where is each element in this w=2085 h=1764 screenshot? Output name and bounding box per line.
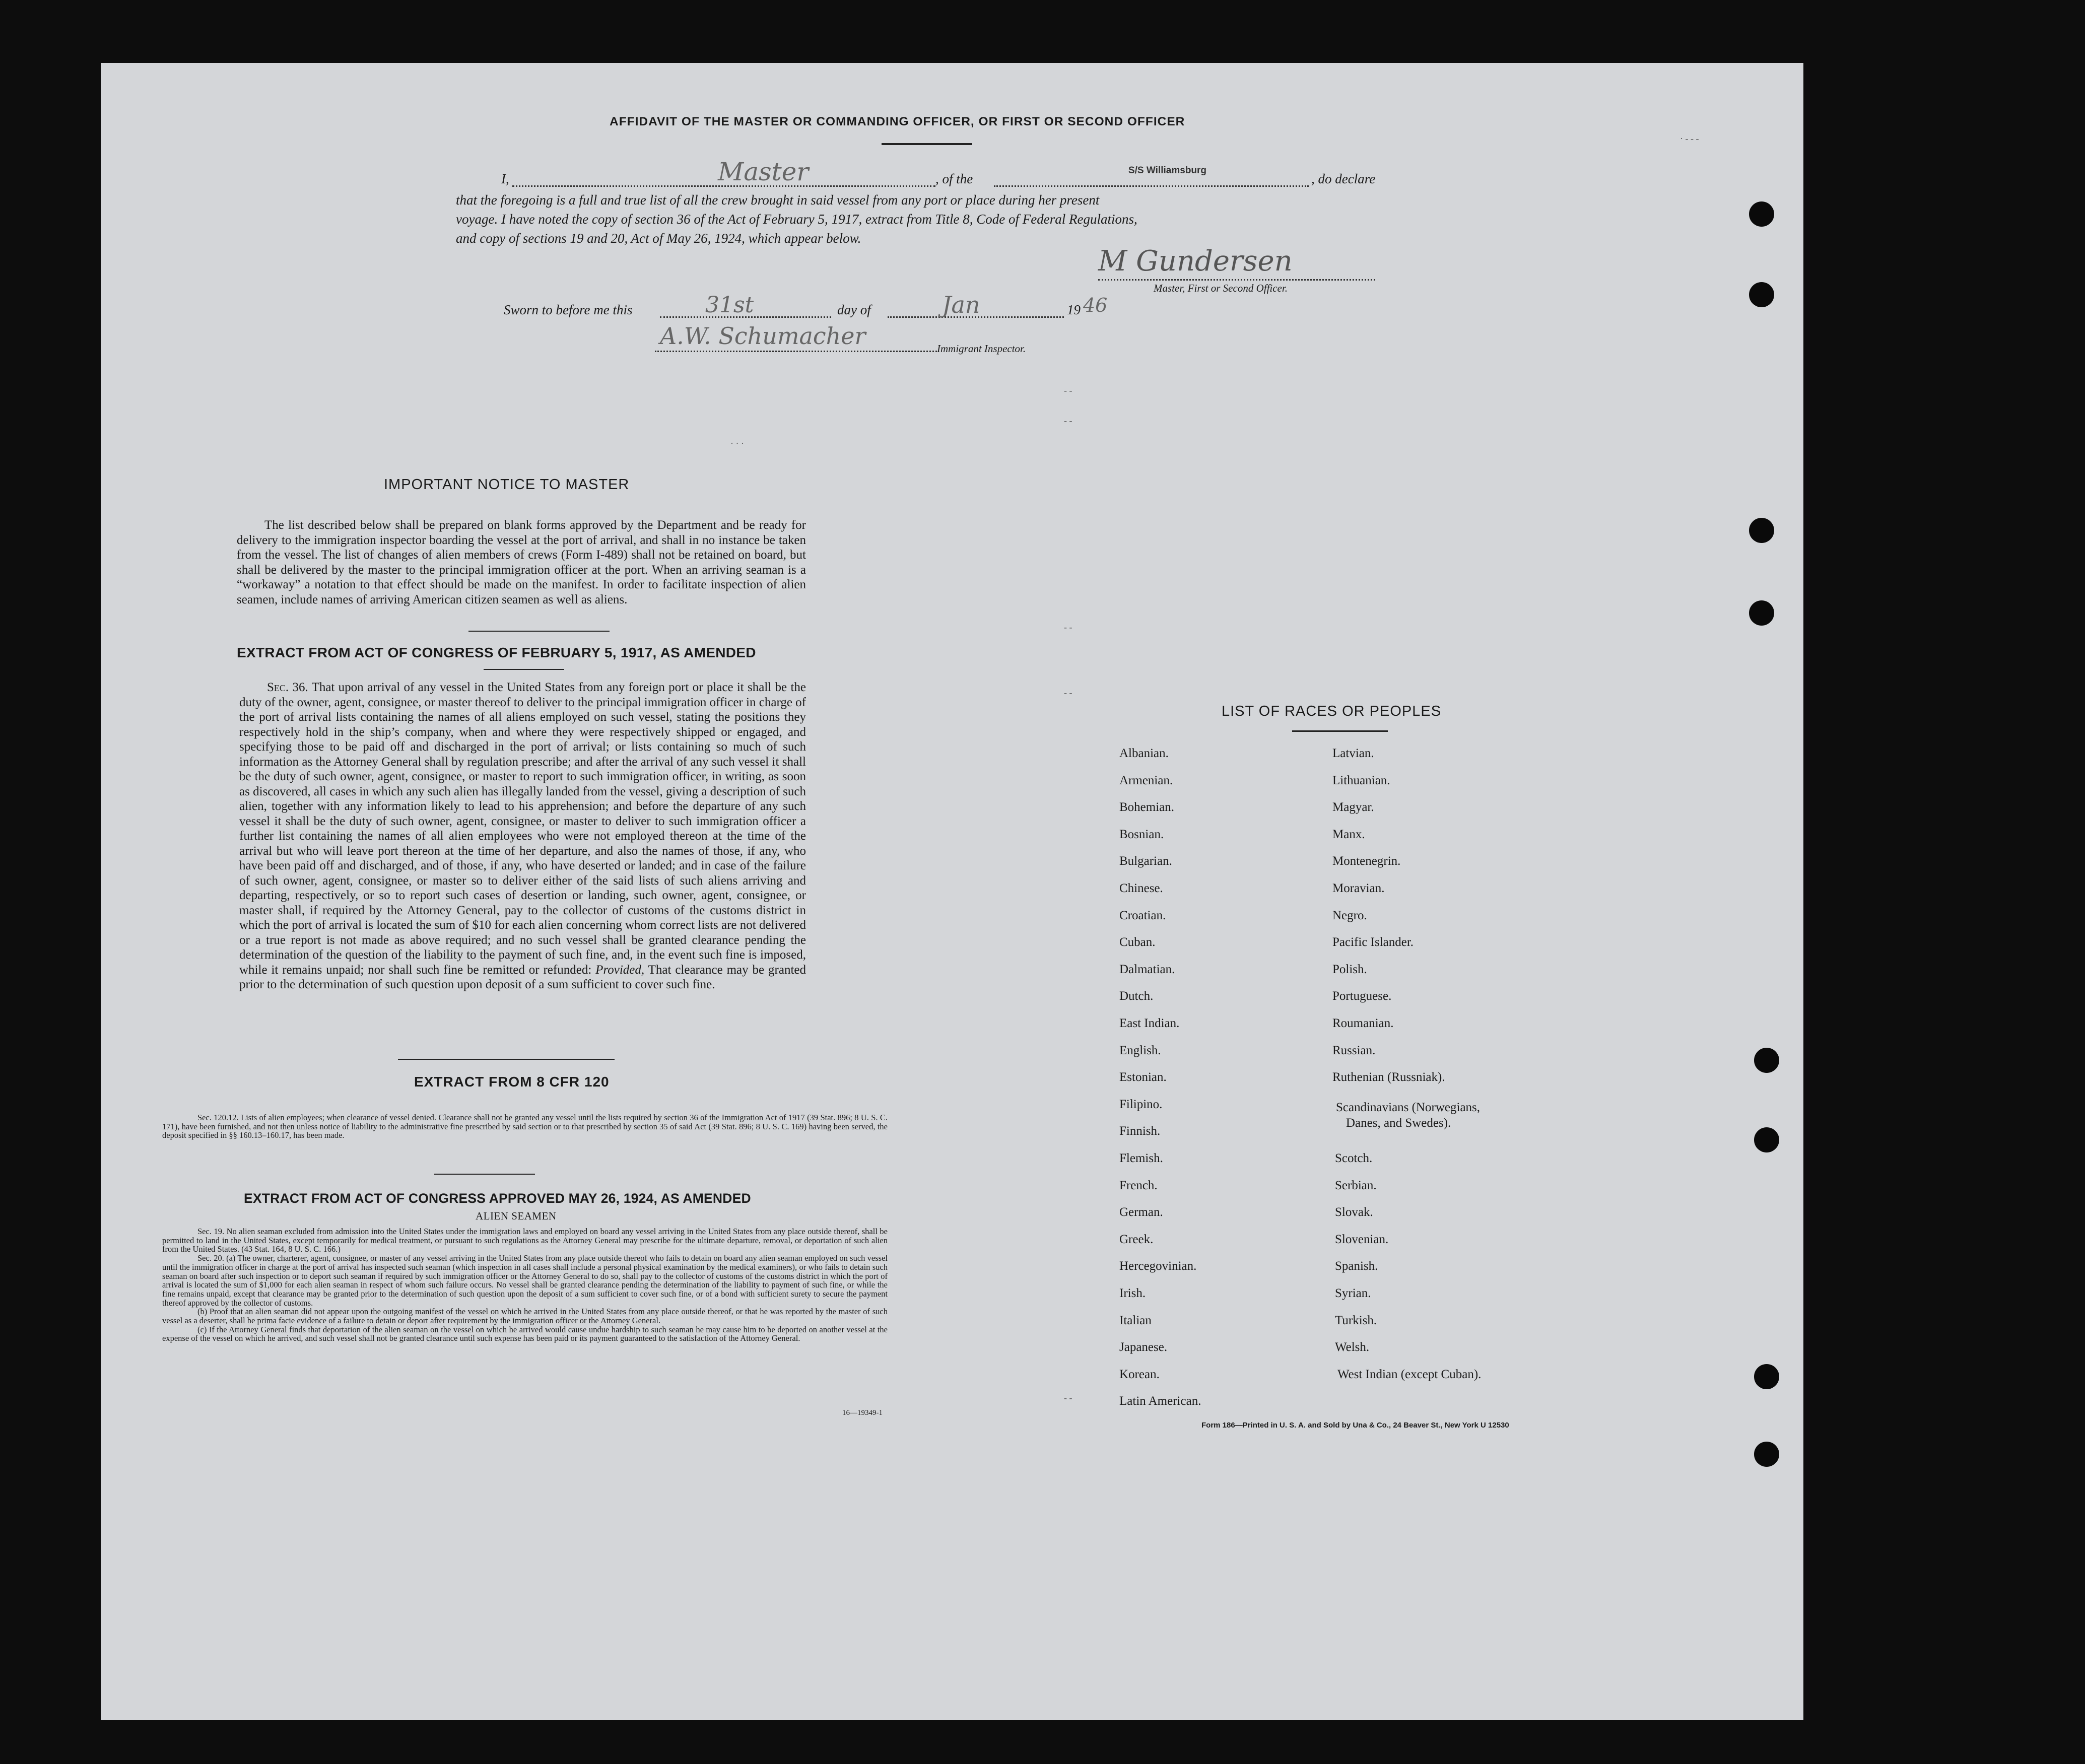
race-item: Dutch. — [1119, 989, 1154, 1003]
race-item: Negro. — [1332, 909, 1367, 922]
provided-text: That clearance may be granted prior to the determination of such question upon deposit of a sum sufficient to cover such fine. — [239, 963, 806, 991]
race-item: Spanish. — [1335, 1259, 1378, 1273]
sworn-year-prefix: 19 — [1067, 302, 1081, 317]
binder-hole — [1749, 201, 1774, 227]
race-item: Lithuanian. — [1332, 774, 1390, 787]
sworn-day-of: day of — [837, 302, 871, 317]
race-item: Turkish. — [1335, 1314, 1377, 1327]
race-item: Serbian. — [1335, 1179, 1377, 1192]
extract-1917-title: EXTRACT FROM ACT OF CONGRESS OF FEBRUARY 5, 1917, AS AMENDED — [237, 645, 756, 660]
race-item: Armenian. — [1119, 774, 1173, 787]
provided-label: Provided, — [595, 963, 645, 977]
race-item: Cuban. — [1119, 935, 1156, 949]
race-item: Danes, and Swedes). — [1346, 1116, 1451, 1130]
race-item: East Indian. — [1119, 1016, 1180, 1030]
label-declare: , do declare — [1311, 171, 1376, 186]
extract-1924-title: EXTRACT FROM ACT OF CONGRESS APPROVED MAY 26, 1924, AS AMENDED — [244, 1191, 751, 1206]
extract-cfr-body: Sec. 120.12. Lists of alien employees; when clearance of vessel denied. Clearance shall not be granted any vessel until the lists required by section 36 of the Immigration Act of 1917 (39 Stat. 896; 8 U. S. C. 171), have been furnished, and not then unless notice of liability to the administrative fine prescribed by said section or to that prescribed by section 35 of said Act (39 Stat. 896; 8 U. S. C. 169) having been served, the deposit specified in §§ 160.13–160.17, has been made. — [162, 1113, 888, 1140]
printer-imprint: Form 186—Printed in U. S. A. and Sold by Una & Co., 24 Beaver St., New York U 12530 — [1201, 1421, 1509, 1430]
race-item: Hercegovinian. — [1119, 1259, 1197, 1273]
sworn-prefix: Sworn to before me this — [504, 302, 633, 317]
binder-hole — [1754, 1442, 1779, 1467]
sec-36-label: Sec. 36. — [267, 681, 308, 694]
binder-hole — [1749, 282, 1774, 307]
sec-36-text: That upon arrival of any vessel in the United States from any foreign port or place it shall be the duty of the owner, agent, consignee, or master thereof to deliver to the principal immigration officer in charge of the port of arrival lists containing the names of all aliens employed on such vessel, stating the positions they respectively hold in the ship’s company, when and where they were respectively shipped or engaged, and specifying those to be paid off and discharged in the port of arrival; or lists containing so much of such information as the Attorney General shall by regulation prescribe; and after the arrival of any such vessel it shall be the duty of such owner, agent, consignee, or master to report to such immigration officer, in writing, as soon as discovered, all cases in which any such alien has illegally landed from the vessel, giving a description of such alien, together with any information likely to lead to his apprehension; and before the departure of any such vessel it shall be the duty of such owner, agent, consignee, or master to deliver to such immigration officer a further list containing the names of all alien employees who were not employed thereon at the time of the arrival but who will leave port thereon at the time of her departure, and also the names of those, if any, who have been paid off and discharged, and of those, if any, who have deserted or landed; and in case of the failure of such owner, agent, consignee, or master so to deliver either of the said lists of such aliens arriving and departing, respectively, or so to report such cases of desertion or landing, such owner, agent, consignee, or master shall, if required by the Attorney General, pay to the collector of customs of the customs district in which the port of arrival is located the sum of $10 for each alien concerning whom correct lists are not delivered or a true report is not made as above required; and no such vessel shall be granted clearance pending the determination of the question of the liability to the payment of such fine, and, in the event such fine is imposed, while it remains unpaid; nor shall such fine be remitted or refunded: — [239, 681, 806, 977]
race-item: Italian — [1119, 1314, 1152, 1327]
affidavit-line-3: voyage. I have noted the copy of section 36 of the Act of February 5, 1917, extract from Title 8, Code of Federal Regulations, — [456, 212, 1137, 227]
sec-20c-text: (c) If the Attorney General finds that deportation of the alien seaman on the vessel on which he arrived would cause undue hardship to such seaman he may cause him to be deported on another vessel at the expense of the vessel on which he arrived, and such vessel shall not be granted clearance until such expense has been paid or its payment guaranteed to the satisfaction of the Attorney General. — [162, 1324, 888, 1343]
race-item: Slovenian. — [1335, 1233, 1389, 1246]
race-item: Montenegrin. — [1332, 854, 1401, 868]
sworn-line — [504, 291, 1138, 321]
affidavit-line-1 — [501, 157, 1403, 190]
scan-mark: - - — [1064, 622, 1072, 632]
sec-19-text: Sec. 19. No alien seaman excluded from admission into the United States under the immigration laws and employed on board any vessel arriving in the United States from any place outside thereof, shall be permitted to land in the United States, except temporarily for medical treatment, or pursuant to such regulations as the Attorney General may prescribe for the ultimate departure, removal, or deportation of such alien from the United States. (43 Stat. 164, 8 U. S. C. 166.) — [162, 1227, 888, 1254]
sworn-month-value: Jan — [942, 291, 980, 318]
binder-hole — [1754, 1048, 1779, 1073]
race-item: West Indian (except Cuban). — [1337, 1368, 1482, 1381]
master-name-value: Master — [718, 157, 809, 186]
race-item: Magyar. — [1332, 800, 1374, 814]
divider — [434, 1174, 535, 1175]
signature-caption: Master, First or Second Officer. — [1154, 282, 1288, 294]
race-item: Irish. — [1119, 1286, 1146, 1300]
race-item: French. — [1119, 1179, 1158, 1192]
race-item: Slovak. — [1335, 1205, 1373, 1219]
race-item: Syrian. — [1335, 1286, 1371, 1300]
race-item: Finnish. — [1119, 1124, 1161, 1138]
binder-hole — [1754, 1127, 1779, 1152]
race-item: Bulgarian. — [1119, 854, 1172, 868]
race-item: Flemish. — [1119, 1151, 1163, 1165]
divider — [398, 1059, 615, 1060]
race-item: Russian. — [1332, 1044, 1376, 1057]
races-title: LIST OF RACES OR PEOPLES — [1222, 703, 1442, 719]
scan-mark: · · · — [730, 438, 744, 448]
race-item: Latvian. — [1332, 747, 1374, 760]
scan-mark: - - — [1064, 385, 1072, 395]
race-item: Chinese. — [1119, 881, 1163, 895]
label-of-the: , of the — [935, 171, 973, 186]
race-item: Bohemian. — [1119, 800, 1175, 814]
sec-20a-text: Sec. 20. (a) The owner, charterer, agent, consignee, or master of any vessel arriving in the United States from any place outside thereof who fails to detain on board any alien seaman employed on such vessel until the immigration officer in charge at the port of arrival has inspected such seaman (which inspection in all cases shall include a personal physical examination by the medical examiners), or who fails to detain such seaman on board after such inspection or to deport such seaman if required by such immigration officer or the Attorney General to do so, shall pay to the collector of customs of the customs district in which the port of arrival is located the sum of $1,000 for each alien seaman in respect of whom such failure occurs. No vessel shall be granted clearance pending the determination of the liability to payment of such fine, or while the fine remains unpaid, except that clearance may be granted prior to the determination of such question upon the deposit of a sum sufficient to cover such fine, or of a bond with sufficient surety to secure the payment thereof approved by the collector of customs. — [162, 1253, 888, 1308]
race-item: Greek. — [1119, 1233, 1154, 1246]
race-item: Korean. — [1119, 1368, 1160, 1381]
race-item: German. — [1119, 1205, 1163, 1219]
inspector-signature: A.W. Schumacher — [660, 322, 866, 350]
race-item: Dalmatian. — [1119, 963, 1175, 976]
race-item: Filipino. — [1119, 1098, 1163, 1111]
divider — [484, 669, 564, 670]
race-item: Portuguese. — [1332, 989, 1392, 1003]
scan-mark: · - - - — [1680, 133, 1699, 144]
binder-hole — [1749, 518, 1774, 543]
extract-1917-body — [239, 680, 806, 992]
race-item: Pacific Islander. — [1332, 935, 1414, 949]
affidavit-line-2: that the foregoing is a full and true list of all the crew brought in said vessel from any port or place during her present — [456, 192, 1100, 208]
notice-title: IMPORTANT NOTICE TO MASTER — [384, 477, 630, 493]
alien-seamen-subtitle: ALIEN SEAMEN — [476, 1210, 557, 1222]
notice-body: The list described below shall be prepared on blank forms approved by the Department and be ready for delivery to the immigration inspector boarding the vessel at the port of arrival, and shall in no instance be taken from the vessel. The list of changes of alien members of crews (Form I-489) shall not be retained on board, but shall be delivered by the master to the principal immigration officer at the port. When an arriving seaman is a “workaway” a notation to that effect should be made on the manifest. In order to facilitate inspection of alien seamen, include names of arriving American citizen seamen as well as aliens. — [237, 518, 806, 606]
race-item: Moravian. — [1332, 881, 1385, 895]
scan-mark: - - — [1064, 416, 1072, 426]
race-item: Estonian. — [1119, 1070, 1167, 1084]
race-item: Japanese. — [1119, 1340, 1168, 1354]
vessel-name: S/S Williamsburg — [1128, 165, 1207, 176]
binder-hole — [1754, 1364, 1779, 1389]
extract-cfr-title: EXTRACT FROM 8 CFR 120 — [414, 1074, 610, 1090]
sec-20b-text: (b) Proof that an alien seaman did not appear upon the outgoing manifest of the vessel on which he arrived in the United States from any place outside thereof, or that he was reported by the master of such vessel as a deserter, shall be prima facie evidence of a failure to detain or deport after requirement by the immigration officer or the Attorney General. — [162, 1307, 888, 1326]
race-item: Polish. — [1332, 963, 1367, 976]
race-item: Welsh. — [1335, 1340, 1370, 1354]
binder-hole — [1749, 600, 1774, 626]
scan-mark: - - — [1064, 1393, 1072, 1403]
races-title-underline — [1292, 730, 1388, 732]
race-item: English. — [1119, 1044, 1161, 1057]
race-item: Scandinavians (Norwegians, — [1336, 1101, 1481, 1114]
sworn-day-value: 31st — [705, 292, 754, 318]
affidavit-title: AFFIDAVIT OF THE MASTER OR COMMANDING OFFICER, OR FIRST OR SECOND OFFICER — [610, 115, 1185, 128]
race-item: Croatian. — [1119, 909, 1166, 922]
master-signature: M Gundersen — [1098, 245, 1293, 278]
race-item: Manx. — [1332, 828, 1365, 841]
scan-mark: - - — [1064, 688, 1072, 698]
extract-1924-body — [162, 1227, 888, 1343]
race-item: Roumanian. — [1332, 1016, 1394, 1030]
race-item: Ruthenian (Russniak). — [1332, 1070, 1445, 1084]
race-item: Latin American. — [1119, 1394, 1201, 1408]
label-i: I, — [501, 171, 509, 186]
title-underline — [882, 143, 972, 145]
race-item: Scotch. — [1335, 1151, 1373, 1165]
affidavit-line-4: and copy of sections 19 and 20, Act of May 26, 1924, which appear below. — [456, 231, 861, 246]
divider — [468, 631, 610, 632]
inspector-caption: Immigrant Inspector. — [937, 343, 1026, 355]
form-number: 16—19349-1 — [842, 1409, 883, 1417]
race-item: Albanian. — [1119, 747, 1169, 760]
sworn-year-value: 46 — [1083, 294, 1108, 316]
race-item: Bosnian. — [1119, 828, 1164, 841]
